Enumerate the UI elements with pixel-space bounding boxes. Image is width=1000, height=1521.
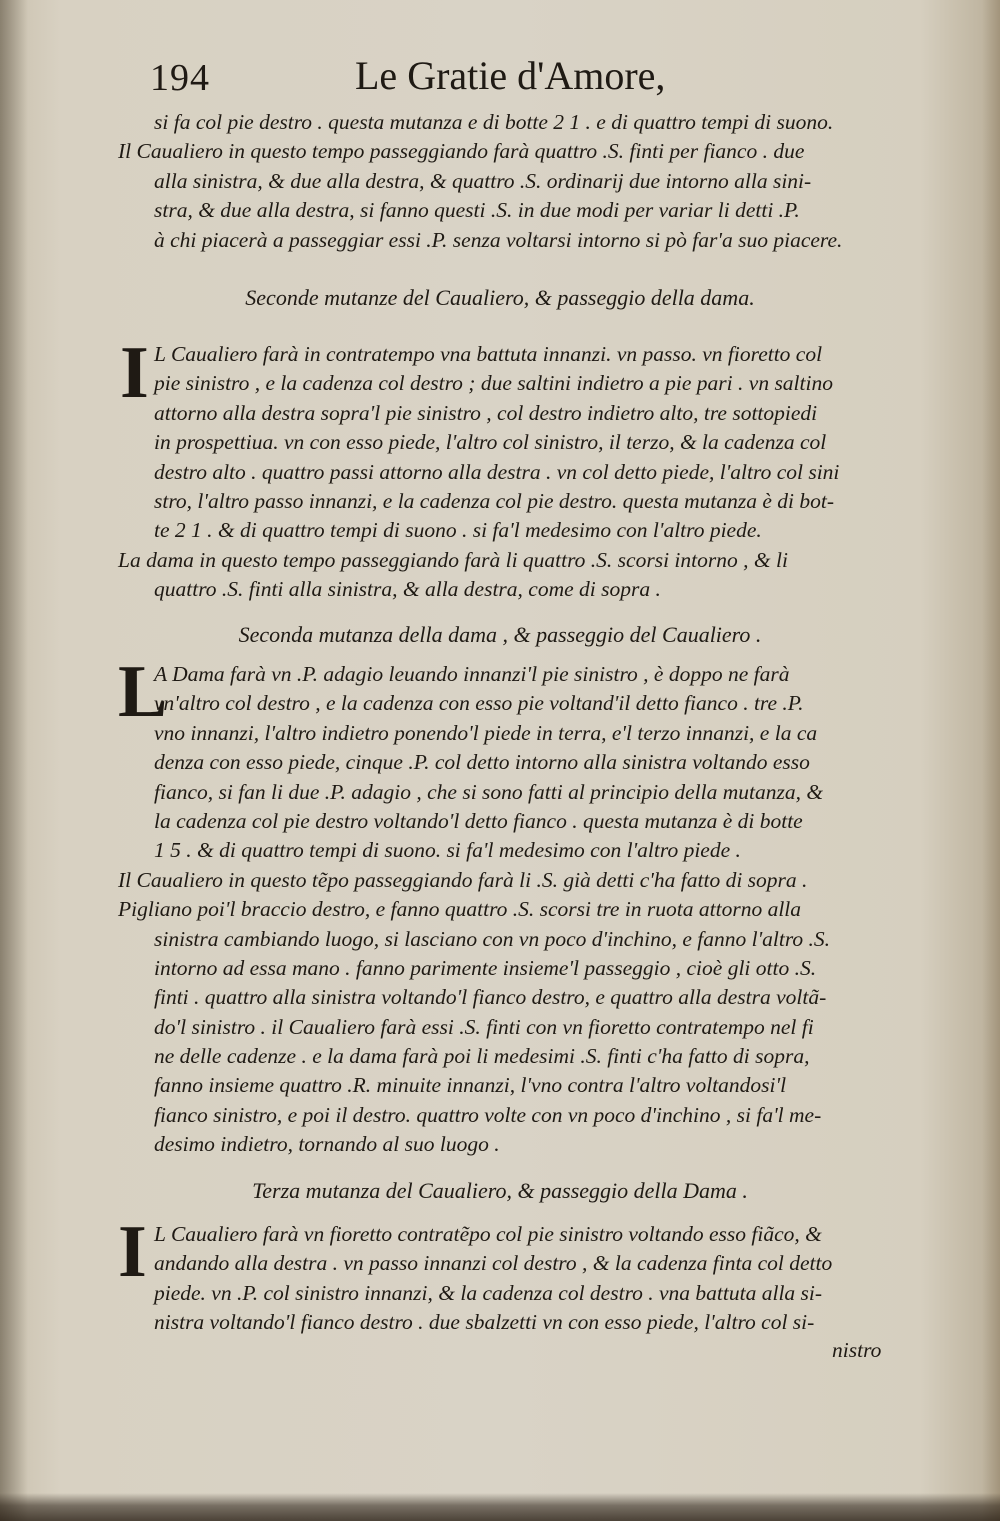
text-line: denza con esso piede, cinque .P. col detto intorno alla sinistra voltando esso bbox=[154, 750, 810, 775]
text-line: vn'altro col destro , e la cadenza con esso pie voltand'il detto fianco . tre .P. bbox=[154, 691, 804, 716]
text-line: quattro .S. finti alla sinistra, & alla destra, come di sopra . bbox=[154, 577, 661, 602]
text-line: à chi piacerà a passeggiar essi .P. senza voltarsi intorno si pò far'a suo piacere. bbox=[154, 227, 843, 252]
paragraph bbox=[118, 332, 938, 605]
drop-cap: L bbox=[118, 651, 168, 733]
text-line: stro, l'altro passo innanzi, e la cadenza col pie destro. questa mutanza è di bot- bbox=[154, 488, 835, 513]
catchword: nistro bbox=[832, 1338, 882, 1362]
text-line: stra, & due alla destra, si fanno questi .S. in due modi per variar li detti .P. bbox=[154, 198, 800, 223]
gutter-shadow bbox=[0, 0, 28, 1521]
paragraph bbox=[118, 651, 938, 1160]
text-line: ne delle cadenze . e la dama farà poi li medesimi .S. finti c'ha fatto di sopra, bbox=[154, 1044, 810, 1069]
page-header bbox=[150, 48, 710, 104]
text-line: intorno ad essa mano . fanno parimente insieme'l passeggio , cioè gli otto .S. bbox=[154, 955, 817, 980]
page-number: 194 bbox=[150, 57, 210, 99]
text-line: sinistra cambiando luogo, si lasciano con vn poco d'inchino, e fanno l'altro .S. bbox=[154, 926, 831, 951]
text-line: piede. vn .P. col sinistro innanzi, & la cadenza col destro . vna battuta alla si- bbox=[154, 1280, 823, 1305]
text-line: A Dama farà vn .P. adagio leuando innanzi'l pie sinistro , è doppo ne farà bbox=[154, 662, 790, 686]
bottom-edge-shadow bbox=[0, 1493, 1000, 1521]
text-line: Pigliano poi'l braccio destro, e fanno quattro .S. scorsi tre in ruota attorno alla bbox=[118, 897, 802, 922]
text-line: La dama in questo tempo passeggiando farà li quattro .S. scorsi intorno , & li bbox=[118, 547, 788, 572]
text-line: in prospettiua. vn con esso piede, l'altro col sinistro, il terzo, & la cadenza col bbox=[154, 430, 827, 455]
text-line: vno innanzi, l'altro indietro ponendo'l piede in terra, e'l terzo innanzi, e la ca bbox=[154, 720, 818, 745]
text-line: te 2 1 . & di quattro tempi di suono . si fa'l medesimo con l'altro piede. bbox=[154, 518, 762, 543]
text-line: attorno alla destra sopra'l pie sinistro , col destro indietro alto, tre sottopiedi bbox=[154, 400, 818, 425]
drop-cap: I bbox=[120, 332, 149, 414]
text-line: nistra voltando'l fianco destro . due sbalzetti vn con esso piede, l'altro col si- bbox=[154, 1310, 815, 1335]
continuation-paragraph bbox=[118, 108, 938, 255]
text-line: fanno insieme quattro .R. minuite innanzi, l'vno contra l'altro voltandosi'l bbox=[154, 1073, 787, 1098]
text-line: destro alto . quattro passi attorno alla destra . vn col detto piede, l'altro col sini bbox=[154, 459, 840, 484]
text-line: L Caualiero farà in contratempo vna battuta innanzi. vn passo. vn fioretto col bbox=[154, 342, 823, 366]
text-line: fianco, si fan li due .P. adagio , che si sono fatti al principio della mutanza, & bbox=[154, 779, 824, 804]
drop-cap: I bbox=[118, 1211, 147, 1293]
section-heading: Seconde mutanze del Caualiero, & passeggio della dama. bbox=[245, 285, 755, 310]
section-heading: Seconda mutanza della dama , & passeggio del Caualiero . bbox=[238, 622, 762, 647]
page-edge-shadow bbox=[982, 0, 1000, 1521]
text-line: desimo indietro, tornando al suo luogo . bbox=[154, 1132, 500, 1157]
running-title: Le Gratie d'Amore, bbox=[355, 53, 666, 98]
text-line: finti . quattro alla sinistra voltando'l fianco destro, e quattro alla destra voltã- bbox=[154, 985, 827, 1010]
text-line: si fa col pie destro . questa mutanza e di botte 2 1 . e di quattro tempi di suono. bbox=[154, 110, 834, 134]
text-line: la cadenza col pie destro voltando'l detto fianco . questa mutanza è di botte bbox=[154, 808, 803, 833]
section-heading: Terza mutanza del Caualiero, & passeggio della Dama . bbox=[252, 1178, 748, 1203]
text-line: alla sinistra, & due alla destra, & quattro .S. ordinarij due intorno alla sini- bbox=[154, 168, 812, 193]
text-line: fianco sinistro, e poi il destro. quattro volte con vn poco d'inchino , si fa'l me- bbox=[154, 1102, 822, 1127]
paragraph bbox=[118, 1211, 938, 1338]
text-line: Il Caualiero in questo tẽpo passeggiando farà li .S. già detti c'ha fatto di sopra . bbox=[118, 867, 808, 892]
text-line: Il Caualiero in questo tempo passeggiando farà quattro .S. finti per fianco . due bbox=[118, 139, 805, 164]
text-line: andando alla destra . vn passo innanzi col destro , & la cadenza finta col detto bbox=[154, 1251, 833, 1276]
text-line: L Caualiero farà vn fioretto contratẽpo col pie sinistro voltando esso fiãco, & bbox=[154, 1222, 822, 1246]
text-line: 1 5 . & di quattro tempi di suono. si fa'l medesimo con l'altro piede . bbox=[154, 838, 741, 863]
text-line: do'l sinistro . il Caualiero farà essi .S. finti con vn fioretto contratempo nel fi bbox=[154, 1014, 814, 1039]
text-line: pie sinistro , e la cadenza col destro ; due saltini indietro a pie pari . vn saltino bbox=[154, 371, 833, 396]
